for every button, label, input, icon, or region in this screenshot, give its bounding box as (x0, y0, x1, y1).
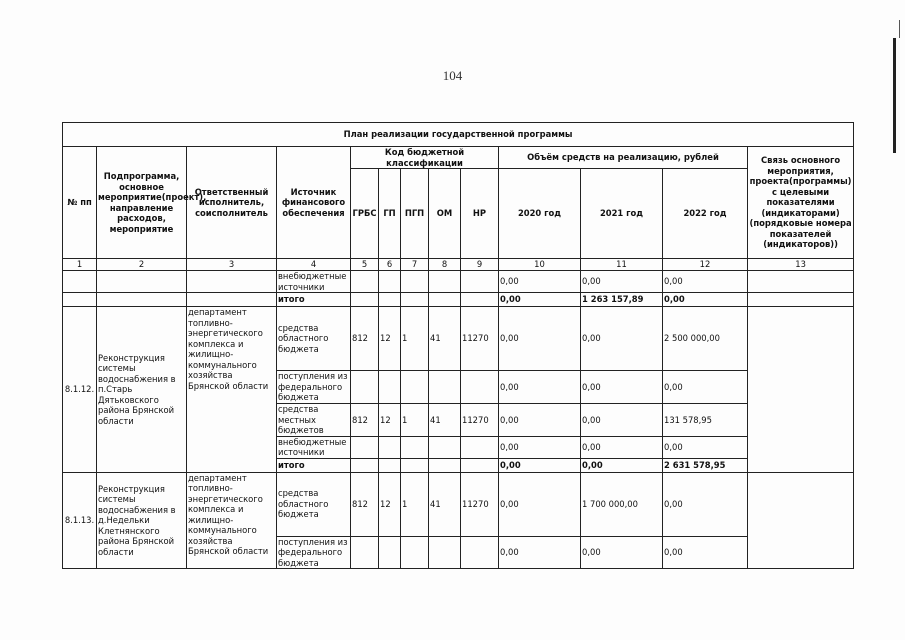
table-row (63, 271, 854, 293)
value-2020: 0,00 (499, 436, 581, 458)
om-cell (429, 536, 461, 569)
item-executor: департамент топливно-энергетического комплекса и жилищно-коммунального хозяйства Брянской области (187, 307, 277, 473)
header-2020: 2020 год (499, 169, 581, 259)
pgp-cell: 1 (401, 472, 429, 536)
pgp-cell (401, 536, 429, 569)
value-2021: 0,00 (581, 536, 663, 569)
source-cell: средства областного бюджета (277, 307, 351, 371)
col-number: 5 (351, 259, 379, 271)
header-source: Источник финансового обеспечения (277, 147, 351, 259)
col-number: 6 (379, 259, 401, 271)
value-2021: 0,00 (581, 404, 663, 437)
header-pgp: ПГП (401, 169, 429, 259)
gp-cell: 12 (379, 404, 401, 437)
value-2021: 0,00 (581, 307, 663, 371)
nr-cell (461, 458, 499, 472)
grbs-cell: 812 (351, 307, 379, 371)
gp-cell (379, 371, 401, 404)
header-nr: НР (461, 169, 499, 259)
source-cell: средства местных бюджетов (277, 404, 351, 437)
om-cell (429, 436, 461, 458)
value-2020: 0,00 (499, 404, 581, 437)
source-cell: итого (277, 293, 351, 307)
source-cell: средства областного бюджета (277, 472, 351, 536)
pgp-cell: 1 (401, 404, 429, 437)
value-2020: 0,00 (499, 472, 581, 536)
value-2022: 131 578,95 (663, 404, 748, 437)
value-2021: 0,00 (581, 271, 663, 293)
header-budget-code: Код бюджетной классификации (351, 147, 499, 169)
plan-table (62, 122, 854, 569)
col-number: 3 (187, 259, 277, 271)
header-gp: ГП (379, 169, 401, 259)
source-cell: внебюджетные источники (277, 271, 351, 293)
header-2022: 2022 год (663, 169, 748, 259)
value-2022: 0,00 (663, 271, 748, 293)
nr-cell: 11270 (461, 472, 499, 536)
col-number: 1 (63, 259, 97, 271)
item-executor: департамент топливно-энергетического комплекса и жилищно-коммунального хозяйства Брянской области (187, 472, 277, 569)
scan-edge-mark (893, 38, 896, 153)
om-cell (429, 371, 461, 404)
col-number: 4 (277, 259, 351, 271)
col-number: 8 (429, 259, 461, 271)
item-name: Реконструкция системы водоснабжения в д.Недельки Клетнянского района Брянской области (97, 472, 187, 569)
grbs-cell (351, 458, 379, 472)
header-num: № пп (63, 147, 97, 259)
col-number: 10 (499, 259, 581, 271)
value-2021: 0,00 (581, 371, 663, 404)
gp-cell: 12 (379, 472, 401, 536)
header-executor: Ответственный исполнитель, соисполнитель (187, 147, 277, 259)
col-number: 9 (461, 259, 499, 271)
nr-cell: 11270 (461, 404, 499, 437)
grbs-cell: 812 (351, 404, 379, 437)
gp-cell (379, 536, 401, 569)
grbs-cell (351, 436, 379, 458)
value-2020: 0,00 (499, 536, 581, 569)
om-cell (429, 458, 461, 472)
source-cell: внебюджетные источники (277, 436, 351, 458)
value-2022: 0,00 (663, 436, 748, 458)
header-link: Связь основного мероприятия, проекта(программы) с целевыми показателями (индикаторами) (порядковые номера показателей (индикаторов)) (748, 147, 854, 259)
value-2021: 1 263 157,89 (581, 293, 663, 307)
source-cell: поступления из федерального бюджета (277, 536, 351, 569)
om-cell: 41 (429, 472, 461, 536)
gp-cell (379, 436, 401, 458)
nr-cell (461, 436, 499, 458)
table-row (63, 307, 854, 371)
value-2020: 0,00 (499, 307, 581, 371)
link-cell (748, 307, 854, 473)
value-2021: 1 700 000,00 (581, 472, 663, 536)
column-number-row (63, 259, 854, 271)
value-2022: 0,00 (663, 371, 748, 404)
col-number: 13 (748, 259, 854, 271)
header-subprogram: Подпрограмма, основное мероприятие(проект), направление расходов, мероприятие (97, 147, 187, 259)
value-2020: 0,00 (499, 271, 581, 293)
item-number: 8.1.12. (63, 307, 97, 473)
header-grbs: ГРБС (351, 169, 379, 259)
gp-cell (379, 458, 401, 472)
om-cell: 41 (429, 404, 461, 437)
value-2020: 0,00 (499, 458, 581, 472)
grbs-cell (351, 371, 379, 404)
value-2022: 2 500 000,00 (663, 307, 748, 371)
header-volume: Объём средств на реализацию, рублей (499, 147, 748, 169)
col-number: 2 (97, 259, 187, 271)
nr-cell (461, 536, 499, 569)
value-2022: 0,00 (663, 472, 748, 536)
header-2021: 2021 год (581, 169, 663, 259)
value-2022: 0,00 (663, 293, 748, 307)
grbs-cell (351, 536, 379, 569)
grbs-cell: 812 (351, 472, 379, 536)
item-name: Реконструкция системы водоснабжения в п.Старь Дятьковского района Брянской области (97, 307, 187, 473)
value-2021: 0,00 (581, 458, 663, 472)
pgp-cell (401, 458, 429, 472)
nr-cell: 11270 (461, 307, 499, 371)
pgp-cell (401, 371, 429, 404)
link-cell (748, 472, 854, 569)
source-cell: итого (277, 458, 351, 472)
table-row (63, 293, 854, 307)
nr-cell (461, 371, 499, 404)
value-2020: 0,00 (499, 371, 581, 404)
om-cell: 41 (429, 307, 461, 371)
page-number: 104 (442, 68, 463, 83)
col-number: 11 (581, 259, 663, 271)
table-row (63, 472, 854, 536)
value-2022: 2 631 578,95 (663, 458, 748, 472)
item-number: 8.1.13. (63, 472, 97, 569)
gp-cell: 12 (379, 307, 401, 371)
pgp-cell: 1 (401, 307, 429, 371)
table-title: План реализации государственной программы (63, 123, 854, 147)
col-number: 12 (663, 259, 748, 271)
value-2021: 0,00 (581, 436, 663, 458)
scan-edge-mark-top (899, 20, 900, 38)
source-cell: поступления из федерального бюджета (277, 371, 351, 404)
value-2020: 0,00 (499, 293, 581, 307)
value-2022: 0,00 (663, 536, 748, 569)
header-om: ОМ (429, 169, 461, 259)
col-number: 7 (401, 259, 429, 271)
pgp-cell (401, 436, 429, 458)
